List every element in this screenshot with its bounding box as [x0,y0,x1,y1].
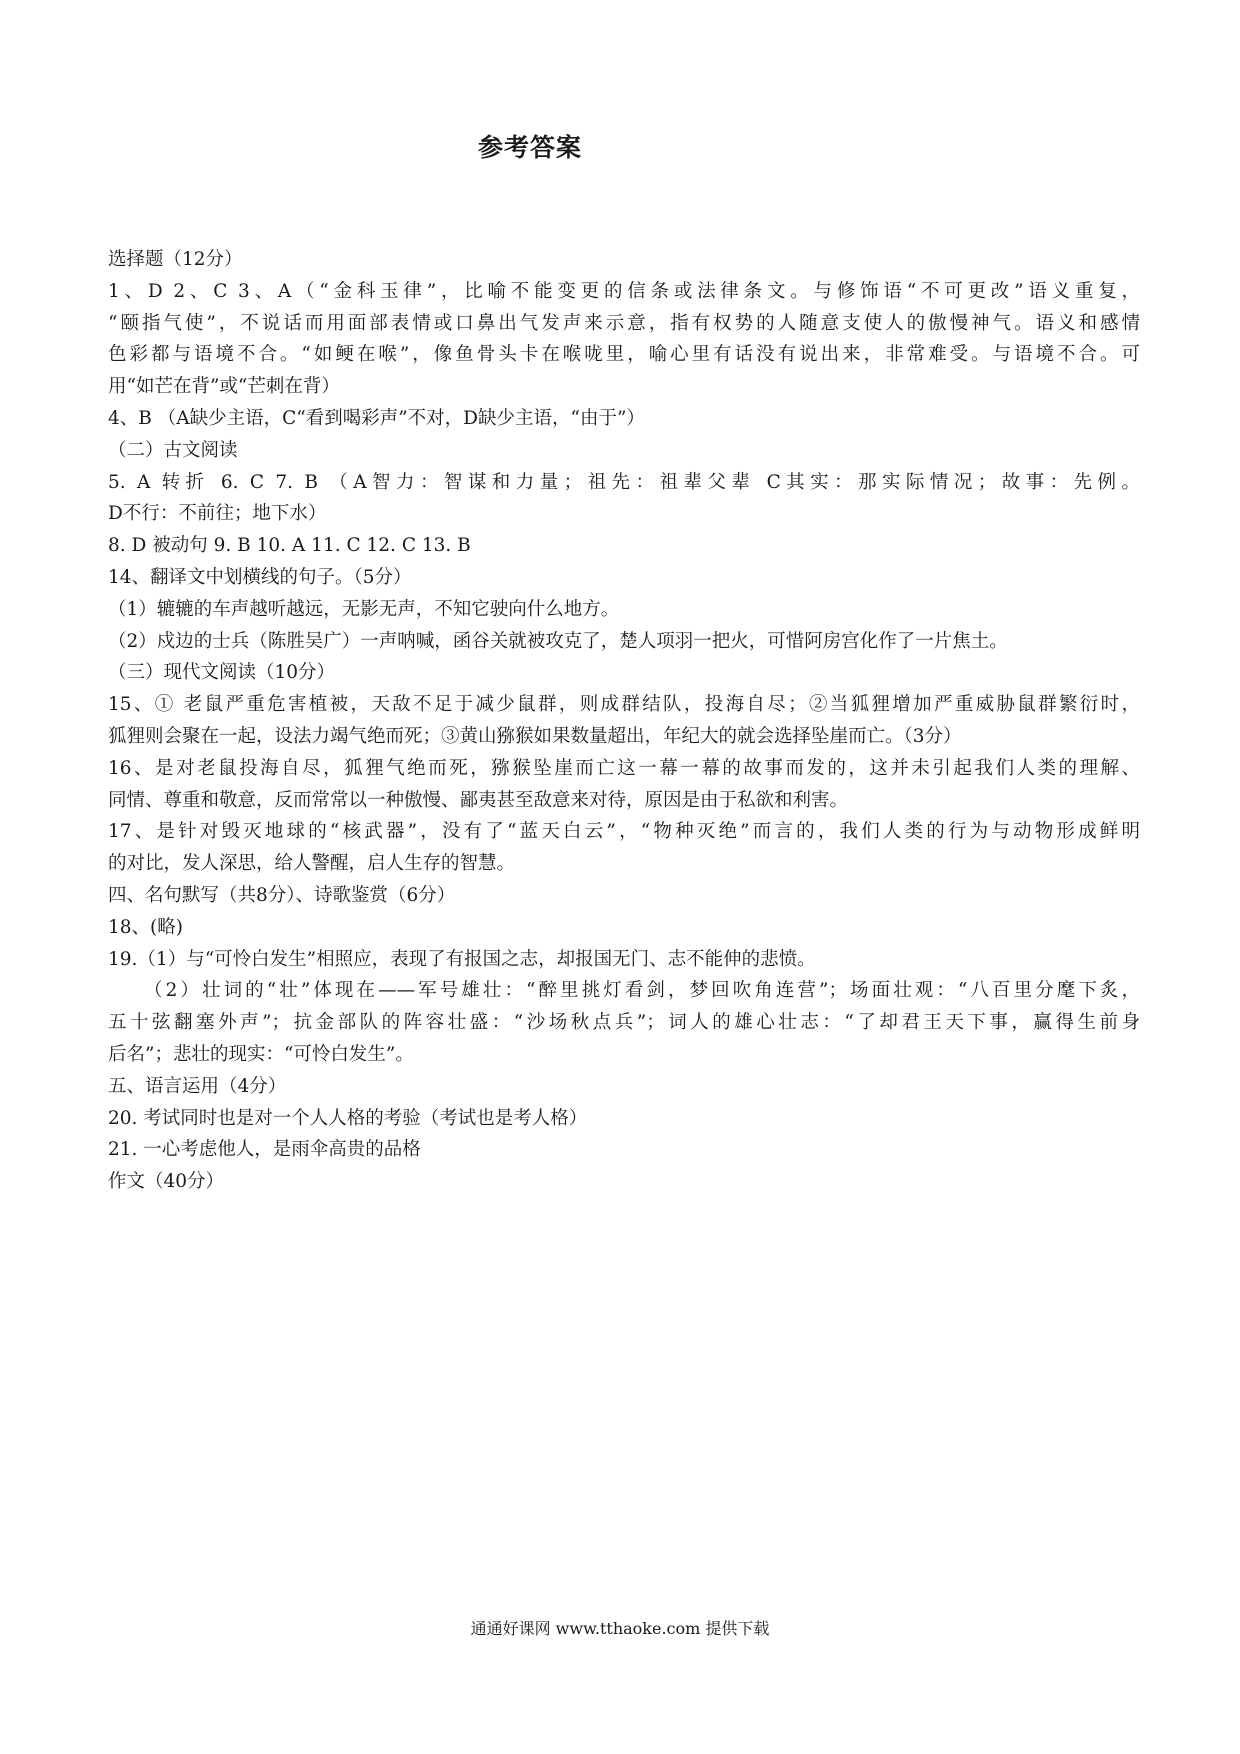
answer-line: 21. 一心考虑他人，是雨伞高贵的品格 [108,1139,421,1161]
answer-line: 1、D 2、C 3、A（“金科玉律”，比喻不能变更的信条或法律条文。与修饰语“不可更改”语义重复， [108,280,1140,302]
answer-line: （2）壮词的“壮”体现在——军号雄壮：“醉里挑灯看剑，梦回吹角连营”；场面壮观：“八百里分麾下炙， [144,980,1140,1002]
answer-line: 五十弦翻塞外声”；抗金部队的阵容壮盛：“沙场秋点兵”；词人的雄心壮志：“了却君王天下事，赢得生前身 [108,1012,1140,1034]
answer-line: 同情、尊重和敬意，反而常常以一种傲慢、鄙夷甚至敌意来对待，原因是由于私欲和利害。 [108,789,849,811]
answer-body [108,244,1140,1198]
answer-line: 五、语言运用（4分） [108,1075,287,1097]
answer-line: （三）现代文阅读（10分） [108,662,336,684]
answer-line: 14、翻译文中划横线的句子。（5分） [108,566,412,588]
answer-line: “颐指气使”，不说话而用面部表情或口鼻出气发声来示意，指有权势的人随意支使人的傲慢神气。语义和感情 [108,312,1140,334]
page-title: 参考答案 [477,133,582,162]
answer-line: 色彩都与语境不合。“如鲠在喉”，像鱼骨头卡在喉咙里，喻心里有话没有说出来，非常难受。与语境不合。可 [108,344,1140,366]
answer-line: （二）古文阅读 [108,439,238,461]
answer-line: 4、B （A缺少主语，C“看到喝彩声”不对，D缺少主语，“由于”） [108,407,645,429]
answer-line: 19.（1）与“可怜白发生”相照应，表现了有报国之志，却报国无门、志不能伸的悲愤。 [108,948,816,970]
answer-line: 15、① 老鼠严重危害植被，天敌不足于减少鼠群，则成群结队，投海自尽；②当狐狸增加严重威胁鼠群繁衍时， [108,694,1140,716]
answer-line: 8. D 被动句 9. B 10. A 11. C 12. C 13. B [108,535,471,557]
answer-line: （1）辘辘的车声越听越远，无影无声，不知它驶向什么地方。 [108,598,620,620]
answer-line: 5. A 转折 6. C 7. B （A智力：智谋和力量；祖先：祖辈父辈 C其实：那实际情况；故事：先例。 [108,471,1140,493]
page-footer: 通通好课网 www.tthaoke.com 提供下载 [470,1619,770,1638]
answer-line: 狐狸则会聚在一起，设法力竭气绝而死；③黄山猕猴如果数量超出，年纪大的就会选择坠崖而亡。（3分） [108,725,962,747]
answer-line: 的对比，发人深思，给人警醒，启人生存的智慧。 [108,853,516,875]
answer-line: 18、(略) [108,916,183,938]
answer-line: 作文（40分） [108,1171,225,1193]
answer-line: 四、名句默写（共8分）、诗歌鉴赏（6分） [108,884,456,906]
answer-line: 17、是针对毁灭地球的“核武器”，没有了“蓝天白云”，“物种灭绝”而言的，我们人类的行为与动物形成鲜明 [108,821,1140,843]
answer-line: （2）戍边的士兵（陈胜吴广）一声呐喊，函谷关就被攻克了，楚人项羽一把火，可惜阿房宫化作了一片焦土。 [108,630,1008,652]
answer-line: 后名”；悲壮的现实：“可怜白发生”。 [108,1043,414,1065]
answer-line: 用“如芒在背”或“芒刺在背） [108,376,340,398]
answer-line: 选择题（12分） [108,249,243,270]
answer-line: 16、是对老鼠投海自尽，狐狸气绝而死，猕猴坠崖而亡这一幕一幕的故事而发的，这并未引起我们人类的理解、 [108,757,1140,779]
answer-line: 20. 考试同时也是对一个人人格的考验（考试也是考人格） [108,1107,588,1129]
answer-line: D不行：不前往；地下水） [108,503,327,525]
